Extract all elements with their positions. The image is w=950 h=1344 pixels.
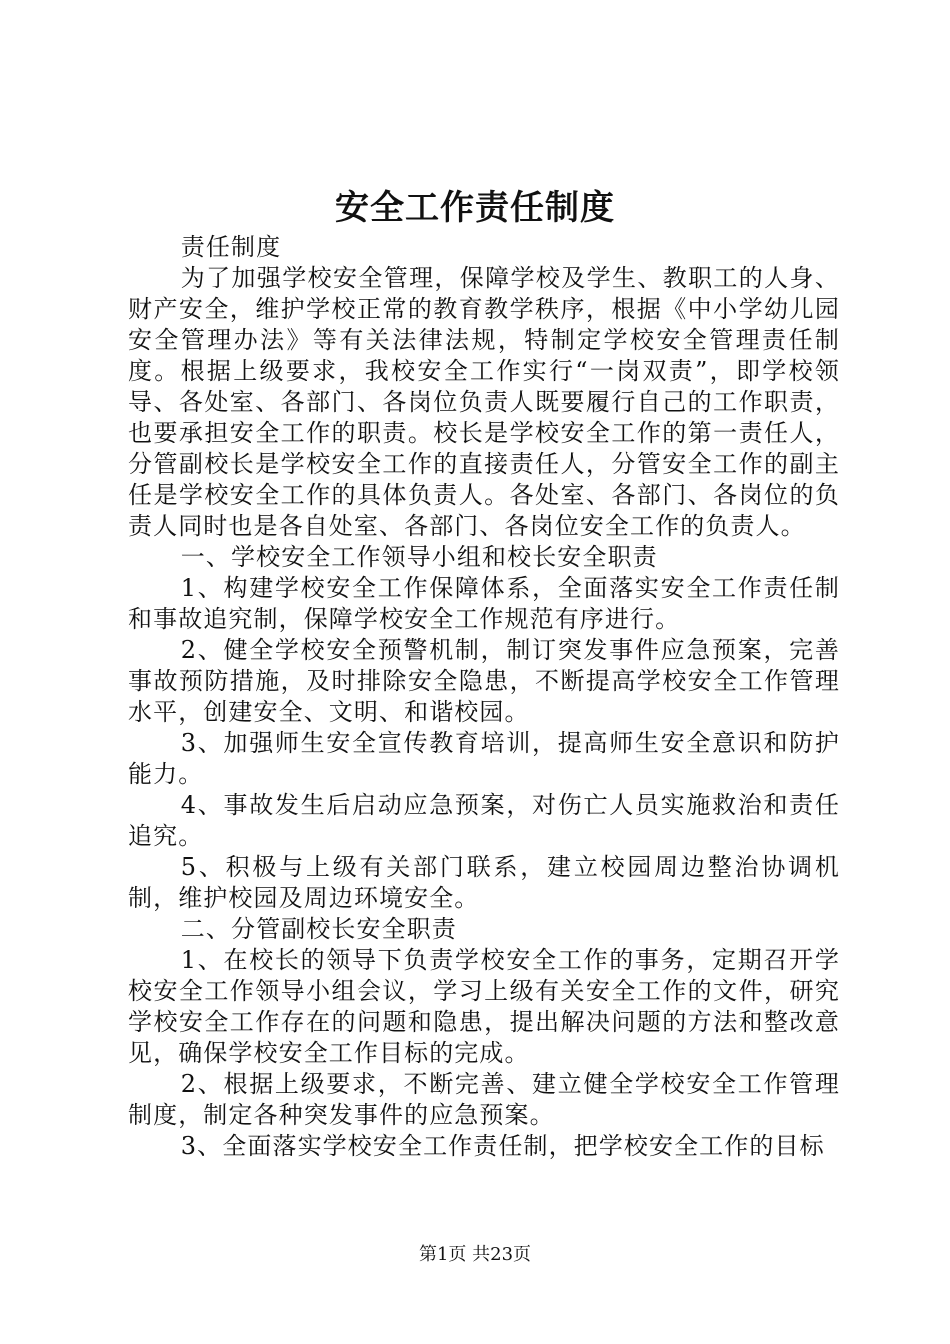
paragraph: 2、健全学校安全预警机制，制订突发事件应急预案，完善事故预防措施，及时排除安全隐患，不断提高学校安全工作管理水平，创建安全、文明、和谐校园。 <box>128 636 840 726</box>
page-number: 第1页 共23页 <box>418 1244 532 1265</box>
paragraph: 为了加强学校安全管理，保障学校及学生、教职工的人身、财产安全，维护学校正常的教育教学秩序，根据《中小学幼儿园安全管理办法》等有关法律法规，特制定学校安全管理责任制度。根据上级要求，我校安全工作实行“一岗双责”，即学校领导、各处室、各部门、各岗位负责人既要履行自己的工作职责，也要承担安全工作的职责。校长是学校安全工作的第一责任人，分管副校长是学校安全工作的直接责任人，分管安全工作的副主任是学校安全工作的具体负责人。各处室、各部门、各岗位的负责人同时也是各自处室、各部门、各岗位安全工作的负责人。 <box>128 264 840 540</box>
paragraph: 1、在校长的领导下负责学校安全工作的事务，定期召开学校安全工作领导小组会议，学习上级有关安全工作的文件，研究学校安全工作存在的问题和隐患，提出解决问题的方法和整改意见，确保学校安全工作目标的完成。 <box>128 946 840 1067</box>
paragraph: 1、构建学校安全工作保障体系，全面落实安全工作责任制和事故追究制，保障学校安全工作规范有序进行。 <box>128 574 840 633</box>
document-body <box>128 232 840 1162</box>
paragraph: 责任制度 <box>180 233 282 261</box>
paragraph: 3、全面落实学校安全工作责任制，把学校安全工作的目标 <box>180 1132 825 1160</box>
section-heading: 二、分管副校长安全职责 <box>180 915 457 943</box>
paragraph: 4、事故发生后启动应急预案，对伤亡人员实施救治和责任追究。 <box>128 791 840 850</box>
section-heading: 一、学校安全工作领导小组和校长安全职责 <box>180 543 658 571</box>
paragraph: 5、积极与上级有关部门联系，建立校园周边整治协调机制，维护校园及周边环境安全。 <box>128 853 840 912</box>
paragraph: 3、加强师生安全宣传教育培训，提高师生安全意识和防护能力。 <box>128 729 840 788</box>
document-title: 安全工作责任制度 <box>335 188 615 228</box>
paragraph: 2、根据上级要求，不断完善、建立健全学校安全工作管理制度，制定各种突发事件的应急预案。 <box>128 1070 840 1129</box>
